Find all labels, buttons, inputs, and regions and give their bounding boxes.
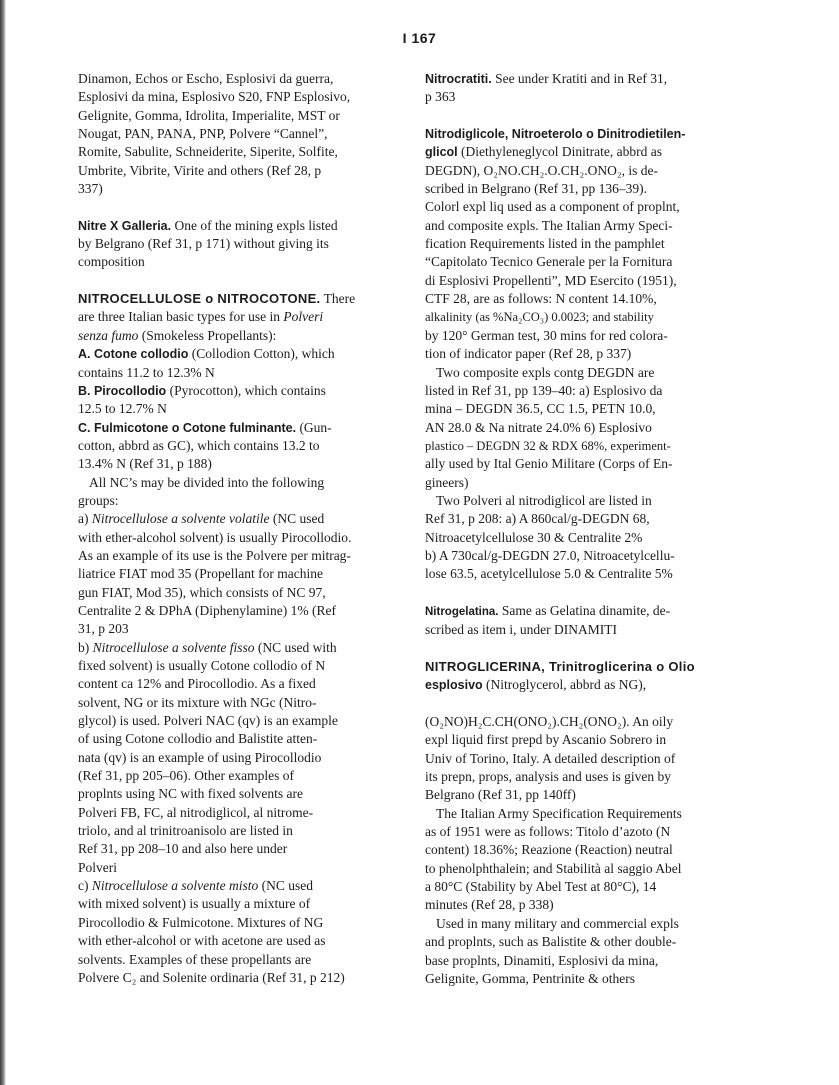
text-line: by 120° German test, 30 mins for red colora- [425,327,668,343]
entry-heading: Nitre X Galleria. [78,218,172,233]
entry-nitrogelatina: Nitrogelatina. Same as Gelatina dinamite, de- [425,602,671,618]
text-line: Ref 31, pp 208–10 and also here under [78,841,288,857]
text-line: All NC’s may be divided into the following [89,474,325,490]
type-c: C. Fulmicotone o Cotone fulminante. (Gun- [78,419,332,435]
text-line: scribed in Belgrano (Ref 31, pp 136–39). [425,181,647,197]
text-line: Nitroacetylcellulose 30 & Centralite 2% [425,529,643,545]
text-line: 337) [78,181,103,197]
text-line: Ref 31, p 208: a) A 860cal/g-DEGDN 68, [425,511,650,527]
entry-nitrocratiti: Nitrocratiti. See under Kratiti and in Ref 31, [425,71,668,86]
text-line: solvents. Examples of these propellants are [78,951,312,967]
text-line: b) A 730cal/g-DEGDN 27.0, Nitroacetylcellu- [425,547,675,563]
text-line: expl liquid first prepd by Ascanio Sobrero in [425,732,667,748]
text-line: by Belgrano (Ref 31, p 171) without giving its [78,236,329,252]
text-line: listed in Ref 31, pp 139–40: a) Esplosivo da [425,382,663,398]
page-edge-shadow [0,0,6,1085]
text-line: di Esplosivi Propellenti”, MD Esercito (1951), [425,272,677,288]
text-line: groups: [78,492,119,508]
text-line: ally used by Ital Genio Militare (Corps of En- [425,456,673,472]
text-line: Nougat, PAN, PANA, PNP, Polvere “Cannel”, [78,126,328,142]
text-line: 12.5 to 12.7% N [78,401,167,417]
text-line: content ca 12% and Pirocollodio. As a fixed [78,676,316,692]
text-line: Polveri FB, FC, al nitrodiglicol, al nitrome- [78,804,314,820]
text-line: contains 11.2 to 12.3% N [78,364,215,380]
text-line: solvent, NG or its mixture with NGc (Nitro- [78,694,317,710]
text-line: and proplnts, such as Balistite & other double- [425,934,677,950]
text-line: gun FIAT, Mod 35), which consists of NC 97, [78,584,326,600]
type-b: B. Pirocollodio (Pyrocotton), which contains [78,382,326,398]
text-line: with mixed solvent) is usually a mixture of [78,896,311,912]
text-line: Dinamon, Echos or Escho, Esplosivi da guerra, [78,71,334,86]
text-line: to phenolphthalein; and Stabilità al saggio Abel [425,860,682,876]
text-line: mina – DEGDN 36.5, CC 1.5, PETN 10.0, [425,401,656,417]
text-line: Gelignite, Gomma, Idrolita, Imperialite, MST or [78,107,340,123]
text-line: CTF 28, are as follows: N content 14.10%, [425,291,657,307]
text-line: gineers) [425,474,469,490]
text-line: fixed solvent) is usually Cotone collodio of N [78,658,326,673]
entry-heading: Nitrocratiti. [425,72,492,86]
text-line: Two composite expls contg DEGDN are [436,364,655,380]
subheading: C. Fulmicotone o Cotone fulminante. [78,420,297,435]
entry-nitroglicerina [425,658,750,676]
text-line: and composite expls. The Italian Army Speci- [425,217,673,233]
entry-nitrodiglicole [425,125,750,143]
text-line: Esplosivi da mina, Esplosivo S20, FNP Esplosivo, [78,89,351,105]
text-line: Belgrano (Ref 31, pp 140ff) [425,787,576,803]
text-line: Centralite 2 & DPhA (Diphenylamine) 1% (Ref [78,602,336,618]
text-line: with ether-alcohol or with acetone are used as [78,933,326,949]
text-line: DEGDN), O₂NO.CH₂.O.CH₂.ONO₂, is de- [425,162,658,178]
subheading: A. Cotone collodio [78,347,189,362]
text-line: minutes (Ref 28, p 338) [425,897,554,913]
text-line: liatrice FIAT mod 35 (Propellant for machine [78,566,323,582]
group-a: a) Nitrocellulose a solvente volatile (NC used [78,511,325,527]
text-line: Two Polveri al nitrodiglicol are listed in [436,492,652,508]
text-line: a 80°C (Stability by Abel Test at 80°C), 14 [425,879,657,895]
entry-heading: NITROCELLULOSE o NITROCOTONE. [78,291,321,307]
text-line: its prepn, props, analysis and uses is given by [425,769,671,785]
text-line: cotton, abbrd as GC), which contains 13.2 to [78,437,320,453]
text-line: Colorl expl liq used as a component of proplnt, [425,199,680,215]
text-line: proplnts using NC with fixed solvents are [78,786,303,802]
entry-heading: Nitrodiglicole, Nitroeterolo o Dinitrodietilen- [425,127,686,142]
right-column: Nitrocratiti. See under Kratiti and in Ref 31, p 363 Nitrodiglicole, Nitroeterolo o Dinitrodietilen- glicol (Diethyleneglycol Dinitrate, abbrd as DEGDN), O₂NO.CH₂.O.CH₂.ONO₂, is de- scribed in Belgrano (Ref 31, pp 136–39). Colorl expl liq used as a component of proplnt, and composite expls. The Italian Army Speci- fication Requirements listed in the pamphlet “Capitolato Tecnico Generale per la Fornitura di Esplosivi Propellenti”, MD Esercito (1951), CTF 28, are as follows: N content 14.10%, alkalinity (as %Na₂CO₃) 0.0023; and stability by 120° German test, 30 mins for red colora- tion of indicator paper (Ref 28, p 337) Two composite expls contg DEGDN are listed in Ref 31, pp 139–40: a) Esplosivo da mina – DEGDN 36.5, CC 1.5, PETN 10.0, AN 28.0 & Na nitrate 24.0% 6) Esplosivo plastico – DEGDN 32 & RDX 68%, experiment- ally used by Ital Genio Militare (Corps of En- gineers) Two Polveri al nitrodiglicol are listed in Ref 31, p 208: a) A 860cal/g-DEGDN 68, Nitroacetylcellulose 30 & Centralite 2% b) A 730cal/g-DEGDN 27.0, Nitroacetylcellu- lose 63.5, acetylcellulose 5.0 & Centralite 5% Nitrogelatina. Same as Gelatina dinamite, de- scribed as item i, under DINAMITI NITROGLICERINA, Trinitroglicerina o Olio esplosivo (Nitroglycerol, abbrd as NG), (O₂NO)H₂C.CH(ONO₂).CH₂(ONO₂). An oily expl liquid first prepd by Ascanio Sobrero in Univ of Torino, Italy. A detailed description of its prepn, props, analysis and uses is given by Belgrano (Ref 31, pp 140ff) The Italian Army Specification Requirements as of 1951 were as follows: Titolo d’azoto (N content) 18.36%; Reazione (Reaction) neutral to phenolphthalein; and Stabilità al saggio Abel a 80°C (Stability by Abel Test at 80°C), 14 minutes (Ref 28, p 338) Used in many military and commercial expls and proplnts, such as Balistite & other double- base proplnts, Dinamiti, Esplosivi da mina, Gelignite, Gomma, Pentrinite & others [425,70,750,988]
group-b: b) Nitrocellulose a solvente fisso (NC used with [78,639,337,655]
text-line: Umbrite, Vibrite, Virite and others (Ref 28, p [78,162,322,178]
text-line: scribed as item i, under DINAMITI [425,622,617,638]
text-line: as of 1951 were as follows: Titolo d’azoto (N [425,824,671,840]
entry-nitrocellulose: NITROCELLULOSE o NITROCOTONE. There [78,291,356,307]
text-line: triolo, and al trinitroanisolo are listed in [78,823,293,839]
text-line: glycol) is used. Polveri NAC (qv) is an example [78,713,338,729]
page-number: I 167 [402,30,437,46]
entry-heading: NITROGLICERINA, Trinitroglicerina o Olio [425,659,695,674]
text-line: fication Requirements listed in the pamphlet [425,236,665,252]
text-line: Used in many military and commercial expls [436,915,679,931]
text-line: 13.4% N (Ref 31, p 188) [78,456,212,472]
text-line: Univ of Torino, Italy. A detailed description of [425,750,676,766]
text-line: with ether-alcohol solvent) is usually Pirocollodio. [78,529,352,545]
text-line: AN 28.0 & Na nitrate 24.0% 6) Esplosivo [425,419,652,435]
entry-heading: Nitrogelatina. [425,605,499,618]
text-line: lose 63.5, acetylcellulose 5.0 & Centralite 5% [425,566,673,582]
entry-nitre-x-galleria: Nitre X Galleria. One of the mining expls listed [78,217,338,233]
text-line: content) 18.36%; Reazione (Reaction) neutral [425,842,673,858]
text-line: Gelignite, Gomma, Pentrinite & others [425,970,635,986]
text-line: p 363 [425,89,456,105]
text-line: tion of indicator paper (Ref 28, p 337) [425,346,632,362]
text-line: Romite, Sabulite, Schneiderite, Siperite, Solfite, [78,144,338,160]
text-line: (O₂NO)H₂C.CH(ONO₂).CH₂(ONO₂). An oily [425,714,674,730]
text-line: Polvere C₂ and Solenite ordinaria (Ref 31, p 212) [78,969,345,985]
type-a: A. Cotone collodio (Collodion Cotton), which [78,346,335,362]
text-line: Polveri [78,859,117,875]
text-line: plastico – DEGDN 32 & RDX 68%, experiment- [425,438,671,453]
text-line: nata (qv) is an example of using Pirocollodio [78,749,322,765]
text-line: alkalinity (as %Na₂CO₃) 0.0023; and stability [425,310,654,325]
group-c: c) Nitrocellulose a solvente misto (NC used [78,878,313,894]
text-line: Pirocollodio & Fulmicotone. Mixtures of NG [78,914,324,930]
text-line: of using Cotone collodio and Balistite atten- [78,731,318,747]
text-line: As an example of its use is the Polvere per mitrag- [78,547,351,563]
text-line: The Italian Army Specification Requirements [436,805,682,821]
text-line: composition [78,254,145,270]
text-line: 31, p 203 [78,621,129,637]
subheading: B. Pirocollodio [78,383,167,398]
left-column: Dinamon, Echos or Escho, Esplosivi da guerra, Esplosivi da mina, Esplosivo S20, FNP Esplosivo, Gelignite, Gomma, Idrolita, Imperialite, MST or Nougat, PAN, PANA, PNP, Polvere “Cannel”, Romite, Sabulite, Schneiderite, Siperite, Solfite, Umbrite, Vibrite, Virite and others (Ref 28, p 337) Nitre X Galleria. One of the mining expls listed by Belgrano (Ref 31, p 171) without giving its composition NITROCELLULOSE o NITROCOTONE. There are three Italian basic types for use in Polveri senza fumo (Smokeless Propellants): A. Cotone collodio (Collodion Cotton), which contains 11.2 to 12.3% N B. Pirocollodio (Pyrocotton), which contains 12.5 to 12.7% N C. Fulmicotone o Cotone fulminante. (Gun- cotton, abbrd as GC), which contains 13.2 to 13.4% N (Ref 31, p 188) All NC’s may be divided into the following groups: a) Nitrocellulose a solvente volatile (NC used with ether-alcohol solvent) is usually Pirocollodio. As an example of its use is the Polvere per mitrag- liatrice FIAT mod 35 (Propellant for machine gun FIAT, Mod 35), which consists of NC 97, Centralite 2 & DPhA (Diphenylamine) 1% (Ref 31, p 203 b) Nitrocellulose a solvente fisso (NC used with fixed solvent) is usually Cotone collodio of N content ca 12% and Pirocollodio. As a fixed solvent, NG or its mixture with NGc (Nitro- glycol) is used. Polveri NAC (qv) is an example of using Cotone collodio and Balistite atten- nata (qv) is an example of using Pirocollodio (Ref 31, pp 205–06). Other examples of proplnts using NC with fixed solvents are Polveri FB, FC, al nitrodiglicol, al nitrome- triolo, and al trinitroanisolo are listed in Ref 31, pp 208–10 and also here under Polveri c) Nitrocellulose a solvente misto (NC used with mixed solvent) is usually a mixture of Pirocollodio & Fulmicotone. Mixtures of NG with ether-alcohol or with acetone are used as solvents. Examples of these propellants are Polvere C₂ and Solenite ordinaria (Ref 31, p 212) [78,70,400,987]
text-line: “Capitolato Tecnico Generale per la Fornitura [425,254,673,270]
text-line: (Ref 31, pp 205–06). Other examples of [78,768,294,784]
text-line: base proplnts, Dinamiti, Esplosivi da mina, [425,952,659,968]
